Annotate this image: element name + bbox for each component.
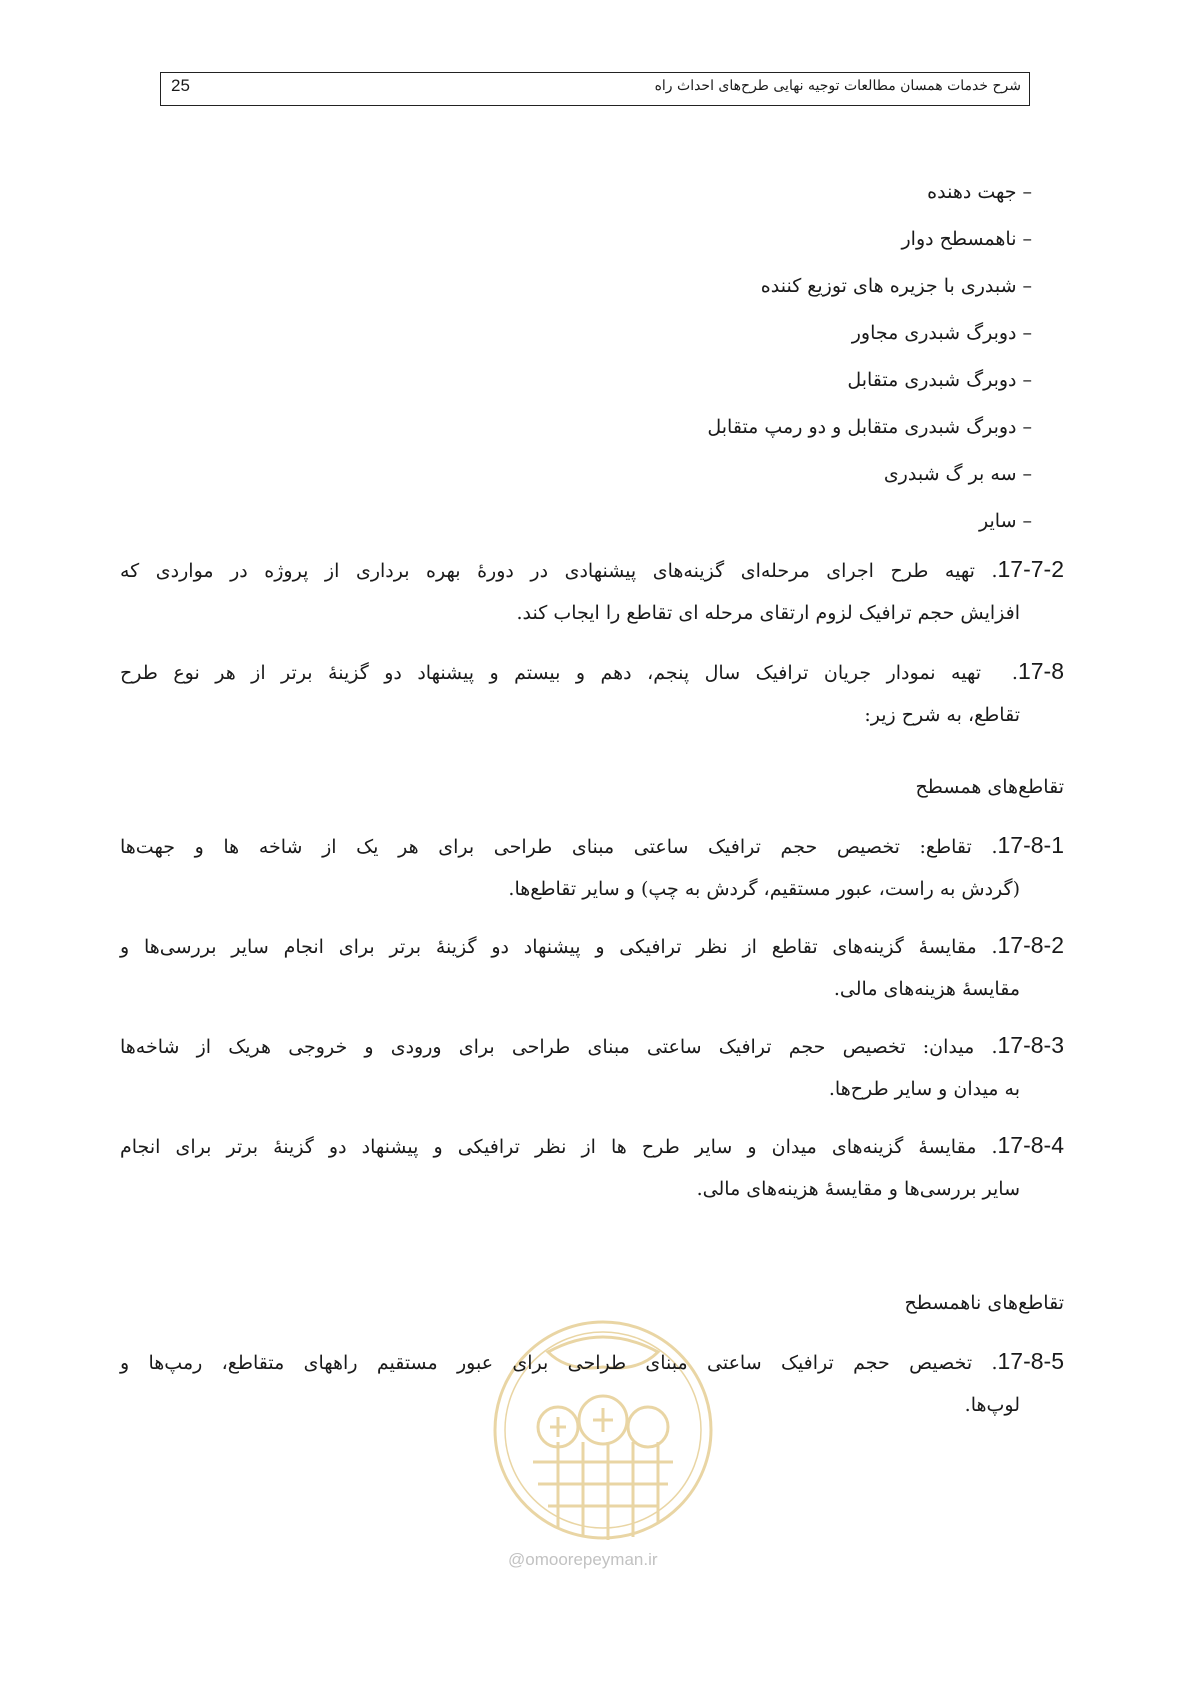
list-item xyxy=(512,501,1032,548)
clause-number: 17-8-4 xyxy=(997,1132,1064,1158)
list-item-text: سایر xyxy=(979,510,1017,532)
clause-line-2: لوپ‌ها. xyxy=(964,1394,1020,1416)
list-item-text: دوبرگ شبدری متقابل xyxy=(847,369,1017,391)
clause-number: 17-8-3 xyxy=(997,1032,1064,1058)
dash-bullet: – xyxy=(1022,275,1032,297)
list-item xyxy=(512,454,1032,501)
clause-17-7-2 xyxy=(120,548,1064,634)
clause-17-8-1 xyxy=(120,824,1064,910)
clause-17-8-5 xyxy=(120,1340,1064,1426)
clause-text: تخصیص حجم ترافیک ساعتی مبنای طراحی برای عبور مستقیم راههای متقاطع، رمپ‌ها و xyxy=(120,1352,973,1374)
clause-number: 17-7-2 xyxy=(997,556,1064,582)
clause-number: 17-8 xyxy=(1017,658,1064,684)
list-item-text: ناهمسطح دوار xyxy=(901,228,1017,250)
clause-line-1: 17-8-4. مقایسهٔ گزینه‌های میدان و سایر طرح ها از نظر ترافیکی و پیشنهاد دو گزینهٔ برتر برای انجام xyxy=(120,1124,1064,1168)
dash-bullet: – xyxy=(1022,416,1032,438)
clause-line-1: 17-8-1. تقاطع: تخصیص حجم ترافیک ساعتی مبنای طراحی برای هر یک از شاخه ها و جهت‌ها xyxy=(120,824,1064,868)
clause-line-2: به میدان و سایر طرح‌ها. xyxy=(828,1078,1020,1100)
list-item-text: دوبرگ شبدری مجاور xyxy=(851,322,1017,344)
page-header xyxy=(160,72,1030,106)
clause-line-2: تقاطع، به شرح زیر: xyxy=(864,704,1020,726)
list-item xyxy=(512,313,1032,360)
clause-number: 17-8-5 xyxy=(997,1348,1064,1374)
clause-number: 17-8-1 xyxy=(997,832,1064,858)
clause-number: 17-8-2 xyxy=(997,932,1064,958)
clause-17-8-3 xyxy=(120,1024,1064,1110)
interchange-type-list xyxy=(512,172,1032,548)
list-item xyxy=(512,266,1032,313)
dash-bullet: – xyxy=(1022,510,1032,532)
dash-bullet: – xyxy=(1022,181,1032,203)
section-heading-at-grade: تقاطع‌های همسطح xyxy=(915,776,1064,798)
clause-line-2: مقایسهٔ هزینه‌های مالی. xyxy=(833,978,1020,1000)
clause-line-2: سایر بررسی‌ها و مقایسهٔ هزینه‌های مالی. xyxy=(696,1178,1020,1200)
list-item xyxy=(512,172,1032,219)
clause-17-8-4 xyxy=(120,1124,1064,1210)
clause-text: تقاطع: تخصیص حجم ترافیک ساعتی مبنای طراحی برای هر یک از شاخه ها و جهت‌ها xyxy=(120,836,972,858)
clause-line-1: 17-8-2. مقایسهٔ گزینه‌های تقاطع از نظر ترافیکی و پیشنهاد دو گزینهٔ برتر برای انجام سایر بررسی‌ها و xyxy=(120,924,1064,968)
clause-line-1: 17-7-2. تهیه طرح اجرای مرحله‌ای گزینه‌های پیشنهادی در دورهٔ بهره برداری از پروژه در مواردی که xyxy=(120,548,1064,592)
clause-17-8 xyxy=(120,650,1064,736)
list-item xyxy=(512,360,1032,407)
clause-line-1: 17-8-5. تخصیص حجم ترافیک ساعتی مبنای طراحی برای عبور مستقیم راههای متقاطع، رمپ‌ها و xyxy=(120,1340,1064,1384)
clause-line-1: 17-8. تهیه نمودار جریان ترافیک سال پنجم، دهم و بیستم و پیشنهاد دو گزینهٔ برتر از هر نوع طرح xyxy=(120,650,1064,694)
dash-bullet: – xyxy=(1022,228,1032,250)
clause-text: مقایسهٔ گزینه‌های تقاطع از نظر ترافیکی و پیشنهاد دو گزینهٔ برتر برای انجام سایر بررسی‌ها و xyxy=(120,936,977,958)
dash-bullet: – xyxy=(1022,463,1032,485)
list-item-text: جهت دهنده xyxy=(927,181,1017,203)
clause-line-2: (گردش به راست، عبور مستقیم، گردش به چپ) و سایر تقاطع‌ها. xyxy=(508,878,1020,900)
list-item xyxy=(512,219,1032,266)
page-number: 25 xyxy=(171,76,190,95)
list-item-text: سه بر گ شبدری xyxy=(883,463,1017,485)
dash-bullet: – xyxy=(1022,369,1032,391)
header-title: شرح خدمات همسان مطالعات توجیه نهایی طرح‌های احداث راه xyxy=(654,78,1021,94)
list-item-text: شبدری با جزیره های توزیع کننده xyxy=(760,275,1017,297)
dash-bullet: – xyxy=(1022,322,1032,344)
clause-text: مقایسهٔ گزینه‌های میدان و سایر طرح ها از نظر ترافیکی و پیشنهاد دو گزینهٔ برتر برای انجام xyxy=(120,1136,977,1158)
clause-text: میدان: تخصیص حجم ترافیک ساعتی مبنای طراحی برای ورودی و خروجی هریک از شاخه‌ها xyxy=(120,1036,975,1058)
clause-line-1: 17-8-3. میدان: تخصیص حجم ترافیک ساعتی مبنای طراحی برای ورودی و خروجی هریک از شاخه‌ها xyxy=(120,1024,1064,1068)
list-item-text: دوبرگ شبدری متقابل و دو رمپ متقابل xyxy=(707,416,1017,438)
watermark-caption: @omoorepeyman.ir xyxy=(508,1550,658,1569)
clause-17-8-2 xyxy=(120,924,1064,1010)
clause-line-2: افزایش حجم ترافیک لزوم ارتقای مرحله ای تقاطع را ایجاب کند. xyxy=(516,602,1020,624)
clause-text: تهیه نمودار جریان ترافیک سال پنجم، دهم و بیستم و پیشنهاد دو گزینهٔ برتر از هر نوع طرح xyxy=(120,662,982,684)
section-heading-grade-separated: تقاطع‌های ناهمسطح xyxy=(904,1292,1064,1314)
clause-text: تهیه طرح اجرای مرحله‌ای گزینه‌های پیشنهادی در دورهٔ بهره برداری از پروژه در مواردی که xyxy=(120,560,975,582)
list-item xyxy=(512,407,1032,454)
